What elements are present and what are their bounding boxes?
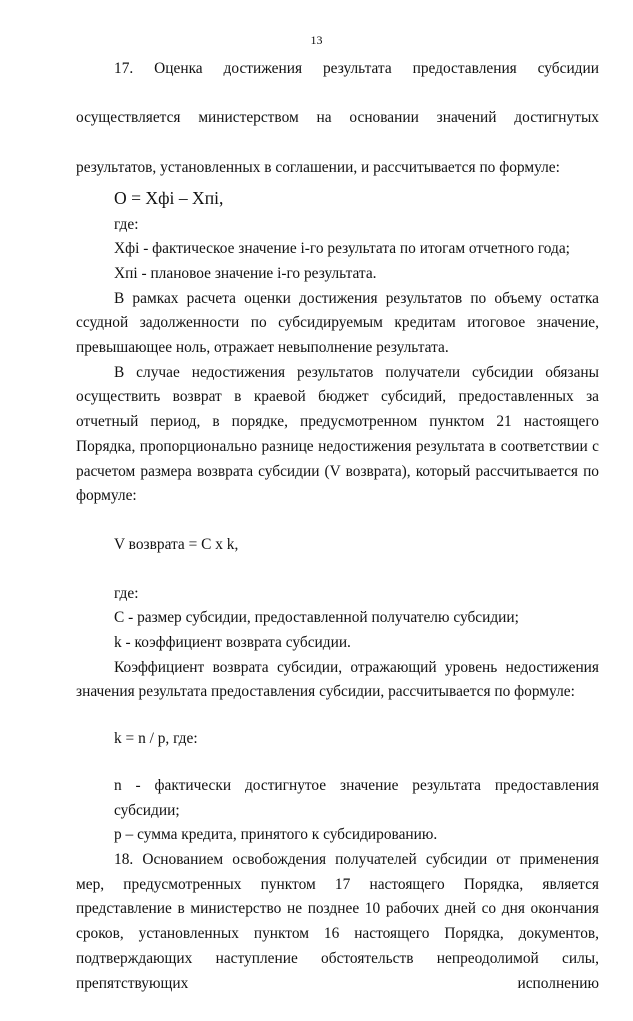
formula-k: k = n / p, где: <box>114 730 198 748</box>
definition-xfi: Хфі - фактическое значение і-го результата по итогам отчетного года; <box>114 240 570 258</box>
definition-xpi: Хпі - плановое значение і-го результата. <box>114 264 377 282</box>
definition-c: C - размер субсидии, предоставленной получателю субсидии; <box>114 609 519 627</box>
document-body <box>76 57 599 1021</box>
definition-p: р – сумма кредита, принятого к субсидированию. <box>114 826 438 844</box>
formula-v-return: V возврата = C x k, <box>114 535 239 553</box>
page-number: 13 <box>310 33 323 47</box>
definition-k: k - коэффициент возврата субсидии. <box>114 634 351 652</box>
paragraph-return-obligation: В случае недостижения результатов получатели субсидии обязаны осуществить возврат в краевой бюджет субсидий, предоставленных за отчетный период, в порядке, предусмотренном пунктом 21 настоящего Порядка, пропорционально разнице недостижения результата в соответствии с расчетом размера возврата субсидии (V возврата), который рассчитывается по формуле: <box>76 363 599 505</box>
where-label-2: где: <box>114 584 139 602</box>
paragraph-17-line-1: 17. Оценка достижения результата предоставления субсидии <box>114 60 599 77</box>
paragraph-17-line-2: осуществляется министерством на основании значений достигнутых <box>76 109 599 127</box>
paragraph-coefficient: Коэффициент возврата субсидии, отражающий уровень недостижения значения результата предоставления субсидии, рассчитывается по формуле: <box>76 658 599 701</box>
where-label-1: где: <box>114 215 139 233</box>
paragraph-17-line-3: результатов, установленных в соглашении, и рассчитывается по формуле: <box>76 158 560 176</box>
paragraph-credit-balance: В рамках расчета оценки достижения результатов по объему остатка ссудной задолженности по субсидируемым кредитам итоговое значение, превышающее ноль, отражает невыполнение результата. <box>76 289 599 357</box>
definition-n: n - фактически достигнутое значение результата предоставления субсидии; <box>114 776 599 819</box>
formula-o: О = Хфі – Хпі, <box>114 187 224 208</box>
paragraph-18: 18. Основанием освобождения получателей субсидии от применения мер, предусмотренных пунктом 17 настоящего Порядка, является представление в министерство не позднее 10 рабочих дней со дня окончания сроков, установленных пунктом 16 настоящего Порядка, документов, подтверждающих наступление обстоятельств непреодолимой силы, препятствующих исполнению <box>76 850 599 992</box>
